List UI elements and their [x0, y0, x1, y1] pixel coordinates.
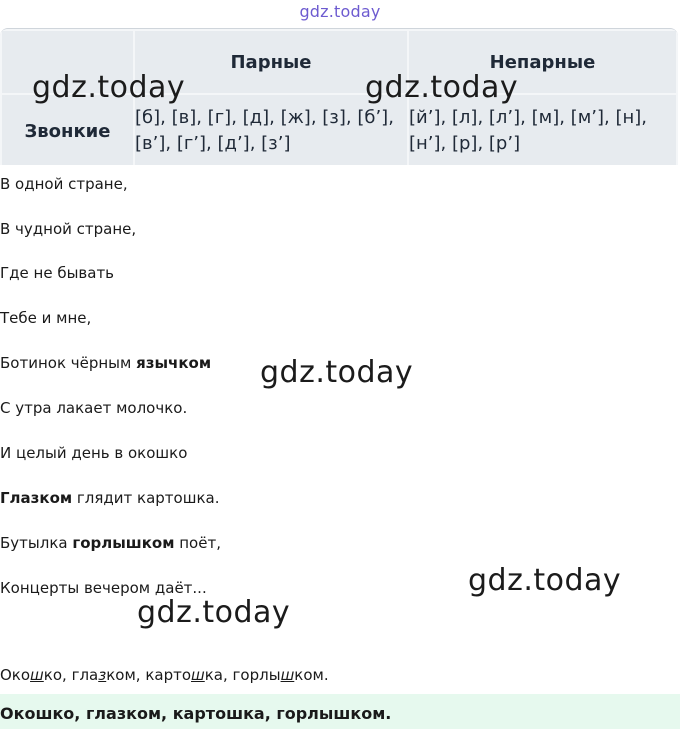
watermark: gdz.today [260, 355, 414, 390]
poem-line: Тебе и мне, [0, 309, 92, 327]
paired-line-1: [б], [в], [г], [д], [ж], [з], [б’], [135, 107, 394, 128]
unpaired-line-1: [й’], [л], [л’], [м], [м’], [н], [409, 107, 648, 128]
poem-line: Ботинок чёрным язычком [0, 354, 212, 372]
paired-line-2: [в’], [г’], [д’], [з’] [135, 133, 291, 154]
header-paired: Парные [134, 30, 408, 94]
unpaired-line-2: [н’], [р], [р’] [409, 133, 521, 154]
top-watermark: gdz.today [299, 2, 381, 21]
poem-line: Концерты вечером даёт... [0, 579, 207, 597]
poem-line: В одной стране, [0, 175, 128, 193]
watermark: gdz.today [468, 563, 622, 598]
poem-line: Где не бывать [0, 264, 115, 282]
watermark: gdz.today [32, 70, 186, 105]
poem-line: С утра лакает молочко. [0, 399, 188, 417]
answer-underlined: Окошко, глазком, картошка, горлышком. [0, 666, 329, 684]
watermark: gdz.today [137, 595, 291, 630]
poem-line: Глазком глядит картошка. [0, 489, 220, 507]
header-unpaired: Непарные [408, 30, 677, 94]
row-label-voiced: Звонкие [1, 94, 134, 165]
poem-line: Бутылка горлышком поёт, [0, 534, 221, 552]
poem-line: В чудной стране, [0, 220, 137, 238]
answer-bold: Окошко, глазком, картошка, горлышком. [0, 704, 392, 723]
poem-line: И целый день в окошко [0, 444, 188, 462]
watermark: gdz.today [365, 70, 519, 105]
